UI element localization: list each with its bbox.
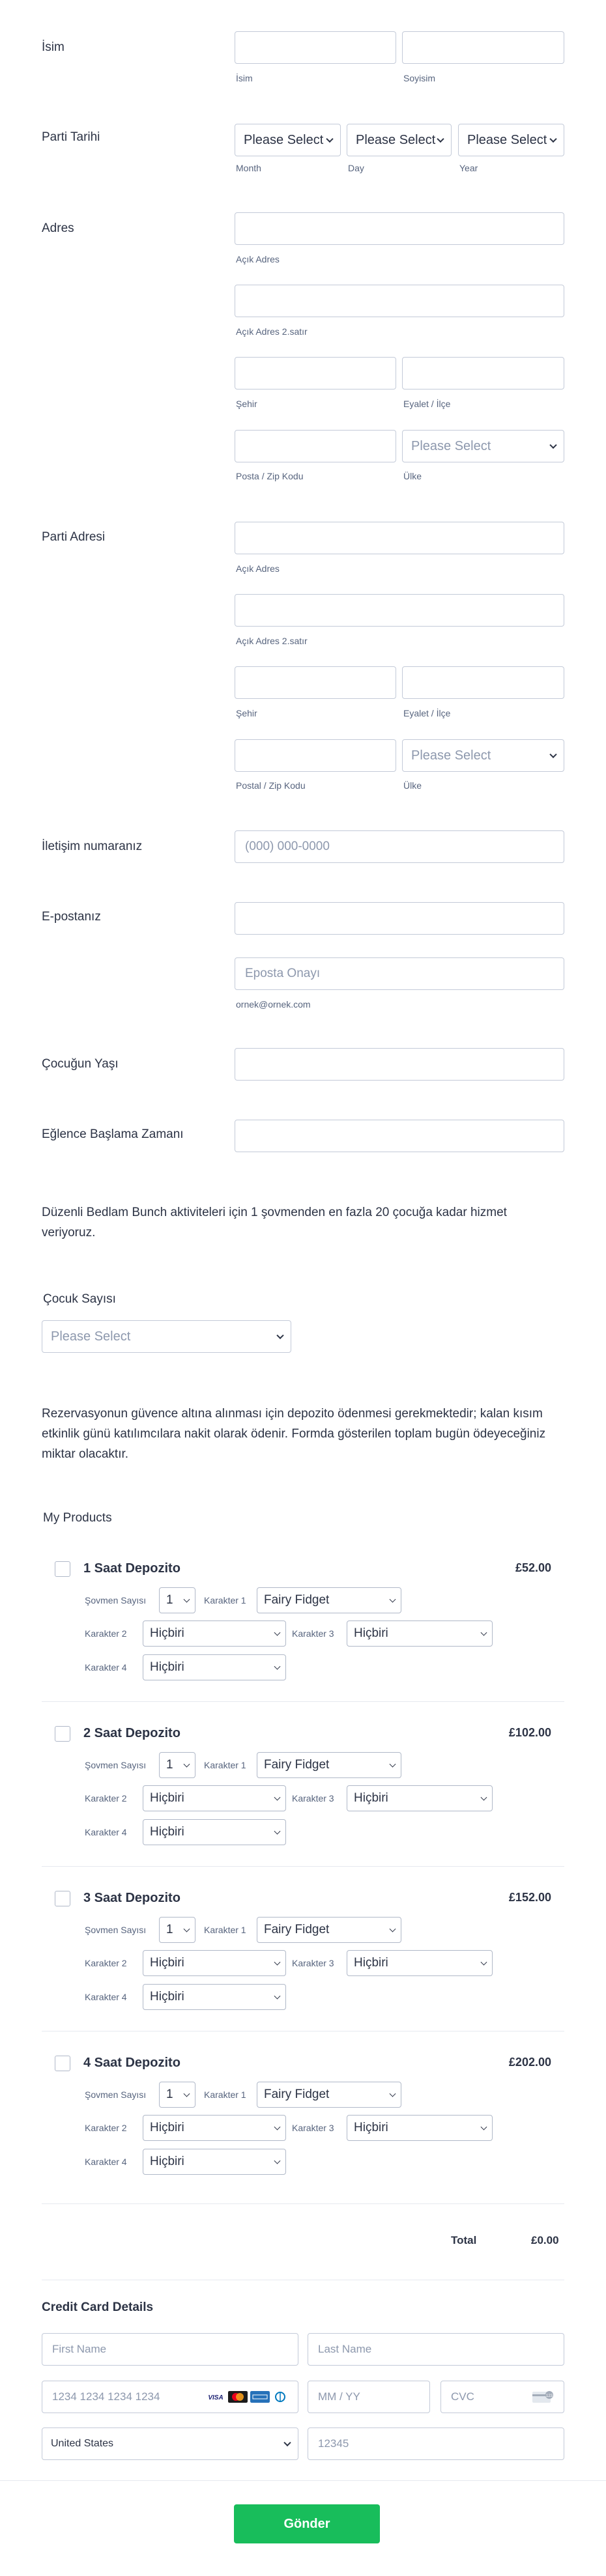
party-address-line1-input[interactable]: [235, 522, 564, 554]
character3-select[interactable]: [347, 2115, 493, 2141]
cc-last-name-input[interactable]: Last Name: [308, 2333, 564, 2366]
party-address-country-select[interactable]: [402, 739, 564, 772]
child-count-select[interactable]: [42, 1320, 291, 1353]
character4-select[interactable]: [143, 1654, 286, 1680]
chevron-down-icon: [481, 1630, 487, 1636]
party-address-label: Parti Adresi: [42, 530, 106, 544]
chevron-down-icon: [184, 1761, 190, 1768]
character4-label: Karakter 4: [85, 1992, 127, 2002]
total-label: Total: [451, 2234, 477, 2246]
character3-value: Hiçbiri: [354, 1626, 388, 1640]
info-text: Düzenli Bedlam Bunch aktiviteleri için 1 şovmenden en fazla 20 çocuğa kadar hizmet veriyoruz.: [42, 1206, 507, 1239]
product-name: 3 Saat Depozito: [83, 1891, 180, 1905]
chevron-down-icon: [481, 1794, 487, 1801]
party-day-select[interactable]: [347, 124, 452, 156]
divider: [42, 2203, 564, 2204]
character4-value: Hiçbiri: [150, 2155, 184, 2168]
cvc-card-icon: [532, 2390, 554, 2404]
chevron-down-icon: [390, 1596, 396, 1603]
first-name-input[interactable]: [235, 31, 396, 64]
character3-select[interactable]: [347, 1950, 493, 1976]
chevron-down-icon: [549, 442, 556, 449]
address-zip-sublabel: Posta / Zip Kodu: [236, 471, 304, 481]
character1-value: Fairy Fidget: [264, 2088, 330, 2101]
character1-label: Karakter 1: [204, 1760, 246, 1770]
product-price: £202.00: [508, 2056, 551, 2069]
submit-button[interactable]: Gönder: [234, 2504, 380, 2543]
address-country-sublabel: Ülke: [403, 471, 422, 481]
address-zip-input[interactable]: [235, 430, 396, 462]
party-year-sublabel: Year: [459, 163, 478, 173]
amex-logo: [250, 2391, 270, 2403]
chevron-down-icon: [184, 1596, 190, 1603]
character2-label: Karakter 2: [85, 1628, 127, 1639]
product-checkbox[interactable]: [55, 1891, 70, 1906]
product-name: 1 Saat Depozito: [83, 1561, 180, 1576]
party-year-select[interactable]: [458, 124, 564, 156]
character4-label: Karakter 4: [85, 2157, 127, 2167]
party-address-line1-sublabel: Açık Adres: [236, 563, 280, 574]
character3-label: Karakter 3: [292, 1628, 334, 1639]
character2-label: Karakter 2: [85, 1958, 127, 1968]
character1-value: Fairy Fidget: [264, 1758, 330, 1772]
showmen-label: Şovmen Sayısı: [85, 1595, 147, 1606]
product-checkbox[interactable]: [55, 2056, 70, 2071]
showmen-label: Şovmen Sayısı: [85, 1925, 147, 1935]
character1-value: Fairy Fidget: [264, 1593, 330, 1607]
character3-select[interactable]: [347, 1621, 493, 1647]
character3-value: Hiçbiri: [354, 1956, 388, 1970]
chevron-down-icon: [549, 135, 556, 143]
chevron-down-icon: [326, 135, 333, 143]
chevron-down-icon: [390, 2091, 396, 2097]
party-month-select[interactable]: [235, 124, 341, 156]
party-year-value: Please Select: [467, 132, 547, 147]
credit-card-title: Credit Card Details: [42, 2300, 154, 2314]
email-label: E-postanız: [42, 910, 101, 924]
party-month-value: Please Select: [244, 132, 324, 147]
chevron-down-icon: [549, 751, 556, 758]
child-count-label: Çocuk Sayısı: [43, 1292, 116, 1306]
party-address-line2-sublabel: Açık Adres 2.satır: [236, 636, 308, 646]
cc-cvc-placeholder: CVC: [451, 2390, 474, 2403]
svg-text:VISA: VISA: [208, 2394, 224, 2401]
character2-select[interactable]: [143, 1950, 286, 1976]
start-time-label: Eğlence Başlama Zamanı: [42, 1127, 184, 1141]
chevron-down-icon: [274, 1993, 281, 2000]
character2-select[interactable]: [143, 1785, 286, 1811]
chevron-down-icon: [274, 2158, 281, 2164]
address-country-value: Please Select: [411, 438, 491, 453]
cc-cvc-input[interactable]: [440, 2381, 564, 2413]
party-address-city-input[interactable]: [235, 666, 396, 699]
mastercard-logo: [228, 2391, 248, 2403]
address-state-sublabel: Eyalet / İlçe: [403, 399, 451, 409]
address-country-select[interactable]: [402, 430, 564, 462]
svg-text:123: 123: [545, 2394, 553, 2398]
chevron-down-icon: [481, 1959, 487, 1966]
character4-label: Karakter 4: [85, 1662, 127, 1673]
character1-label: Karakter 1: [204, 2089, 246, 2100]
character2-select[interactable]: [143, 2115, 286, 2141]
chevron-down-icon: [390, 1761, 396, 1768]
chevron-down-icon: [184, 1926, 190, 1932]
chevron-down-icon: [276, 1332, 283, 1339]
character2-value: Hiçbiri: [150, 1956, 184, 1970]
character4-label: Karakter 4: [85, 1827, 127, 1837]
party-address-country-sublabel: Ülke: [403, 780, 422, 791]
character1-label: Karakter 1: [204, 1925, 246, 1935]
character4-value: Hiçbiri: [150, 1990, 184, 2003]
name-label: İsim: [42, 40, 65, 54]
products-title: My Products: [43, 1511, 112, 1525]
character3-value: Hiçbiri: [354, 2121, 388, 2134]
character3-select[interactable]: [347, 1785, 493, 1811]
character2-value: Hiçbiri: [150, 1626, 184, 1640]
showmen-value: 1: [166, 1923, 173, 1936]
chevron-down-icon: [437, 135, 444, 143]
cc-expiry-input[interactable]: MM / YY: [308, 2381, 430, 2413]
divider: [42, 1866, 564, 1867]
party-address-state-input[interactable]: [402, 666, 564, 699]
party-address-country-value: Please Select: [411, 748, 491, 763]
email-input[interactable]: [235, 902, 564, 935]
chevron-down-icon: [274, 2124, 281, 2130]
showmen-value: 1: [166, 1593, 173, 1607]
character4-value: Hiçbiri: [150, 1825, 184, 1839]
address-city-sublabel: Şehir: [236, 399, 257, 409]
address-line2-sublabel: Açık Adres 2.satır: [236, 326, 308, 337]
chevron-down-icon: [274, 1794, 281, 1801]
product-checkbox[interactable]: [55, 1726, 70, 1742]
first-name-sublabel: İsim: [236, 73, 253, 83]
total-value: £0.00: [531, 2234, 559, 2246]
diners-logo: [272, 2391, 288, 2403]
character1-select[interactable]: [257, 1587, 401, 1613]
email-confirm-input[interactable]: Eposta Onayı: [235, 957, 564, 990]
character2-label: Karakter 2: [85, 1793, 127, 1804]
cc-zip-input[interactable]: 12345: [308, 2427, 564, 2460]
product-price: £52.00: [515, 1561, 551, 1574]
product-name: 2 Saat Depozito: [83, 1726, 180, 1740]
showmen-select[interactable]: [159, 1917, 195, 1943]
child-age-label: Çocuğun Yaşı: [42, 1057, 119, 1071]
last-name-input[interactable]: [402, 31, 564, 64]
showmen-select[interactable]: [159, 1587, 195, 1613]
character4-value: Hiçbiri: [150, 1660, 184, 1674]
last-name-sublabel: Soyisim: [403, 73, 436, 83]
address-line1-input[interactable]: [235, 212, 564, 245]
showmen-value: 1: [166, 1758, 173, 1772]
party-address-zip-input[interactable]: [235, 739, 396, 772]
party-day-sublabel: Day: [348, 163, 364, 173]
showmen-select[interactable]: [159, 1752, 195, 1778]
chevron-down-icon: [390, 1926, 396, 1932]
divider: [42, 1701, 564, 1702]
character1-value: Fairy Fidget: [264, 1923, 330, 1936]
character4-select[interactable]: [143, 2149, 286, 2175]
character2-value: Hiçbiri: [150, 1791, 184, 1805]
chevron-down-icon: [274, 1663, 281, 1670]
start-time-input[interactable]: [235, 1120, 564, 1152]
character1-select[interactable]: [257, 2082, 401, 2108]
cc-first-name-input[interactable]: First Name: [42, 2333, 298, 2366]
character3-label: Karakter 3: [292, 1793, 334, 1804]
party-date-label: Parti Tarihi: [42, 130, 100, 144]
showmen-label: Şovmen Sayısı: [85, 2089, 147, 2100]
product-checkbox[interactable]: [55, 1561, 70, 1577]
character2-value: Hiçbiri: [150, 2121, 184, 2134]
character3-label: Karakter 3: [292, 2123, 334, 2133]
character3-label: Karakter 3: [292, 1958, 334, 1968]
chevron-down-icon: [184, 2091, 190, 2097]
party-day-value: Please Select: [356, 132, 436, 147]
chevron-down-icon: [274, 1959, 281, 1966]
chevron-down-icon: [283, 2439, 291, 2446]
character3-value: Hiçbiri: [354, 1791, 388, 1805]
product-price: £152.00: [508, 1891, 551, 1904]
chevron-down-icon: [481, 2124, 487, 2130]
showmen-value: 1: [166, 2088, 173, 2101]
cc-card-number-placeholder: 1234 1234 1234 1234: [52, 2390, 160, 2403]
phone-label: İletişim numaranız: [42, 840, 143, 853]
party-address-zip-sublabel: Postal / Zip Kodu: [236, 780, 306, 791]
character4-select[interactable]: [143, 1984, 286, 2010]
address-label: Adres: [42, 221, 74, 235]
deposit-text: Rezervasyonun güvence altına alınması için depozito ödenmesi gerekmektedir; kalan kısım etkinlik günü katılımcılara nakit olarak ödenir. Formda gösterilen toplam bugün ödeyeceğiniz miktar olacaktır.: [42, 1407, 546, 1461]
phone-input[interactable]: (000) 000-0000: [235, 830, 564, 863]
chevron-down-icon: [274, 1630, 281, 1636]
party-address-state-sublabel: Eyalet / İlçe: [403, 708, 451, 718]
character2-select[interactable]: [143, 1621, 286, 1647]
child-age-input[interactable]: [235, 1048, 564, 1081]
showmen-select[interactable]: [159, 2082, 195, 2108]
party-month-sublabel: Month: [236, 163, 261, 173]
product-name: 4 Saat Depozito: [83, 2056, 180, 2070]
cc-card-number-input[interactable]: [42, 2381, 298, 2413]
character1-select[interactable]: [257, 1917, 401, 1943]
child-count-value: Please Select: [51, 1329, 131, 1344]
party-address-line2-input[interactable]: [235, 594, 564, 627]
email-sublabel: ornek@ornek.com: [236, 999, 311, 1010]
address-line2-input[interactable]: [235, 285, 564, 317]
cc-country-select[interactable]: [42, 2427, 298, 2460]
cc-country-value: United States: [51, 2438, 114, 2449]
character2-label: Karakter 2: [85, 2123, 127, 2133]
party-address-city-sublabel: Şehir: [236, 708, 257, 718]
character1-select[interactable]: [257, 1752, 401, 1778]
address-line1-sublabel: Açık Adres: [236, 254, 280, 264]
address-state-input[interactable]: [402, 357, 564, 389]
footer-divider: [0, 2480, 606, 2481]
showmen-label: Şovmen Sayısı: [85, 1760, 147, 1770]
character4-select[interactable]: [143, 1819, 286, 1845]
visa-logo: [206, 2391, 225, 2403]
character1-label: Karakter 1: [204, 1595, 246, 1606]
chevron-down-icon: [274, 1828, 281, 1835]
address-city-input[interactable]: [235, 357, 396, 389]
product-price: £102.00: [508, 1726, 551, 1739]
